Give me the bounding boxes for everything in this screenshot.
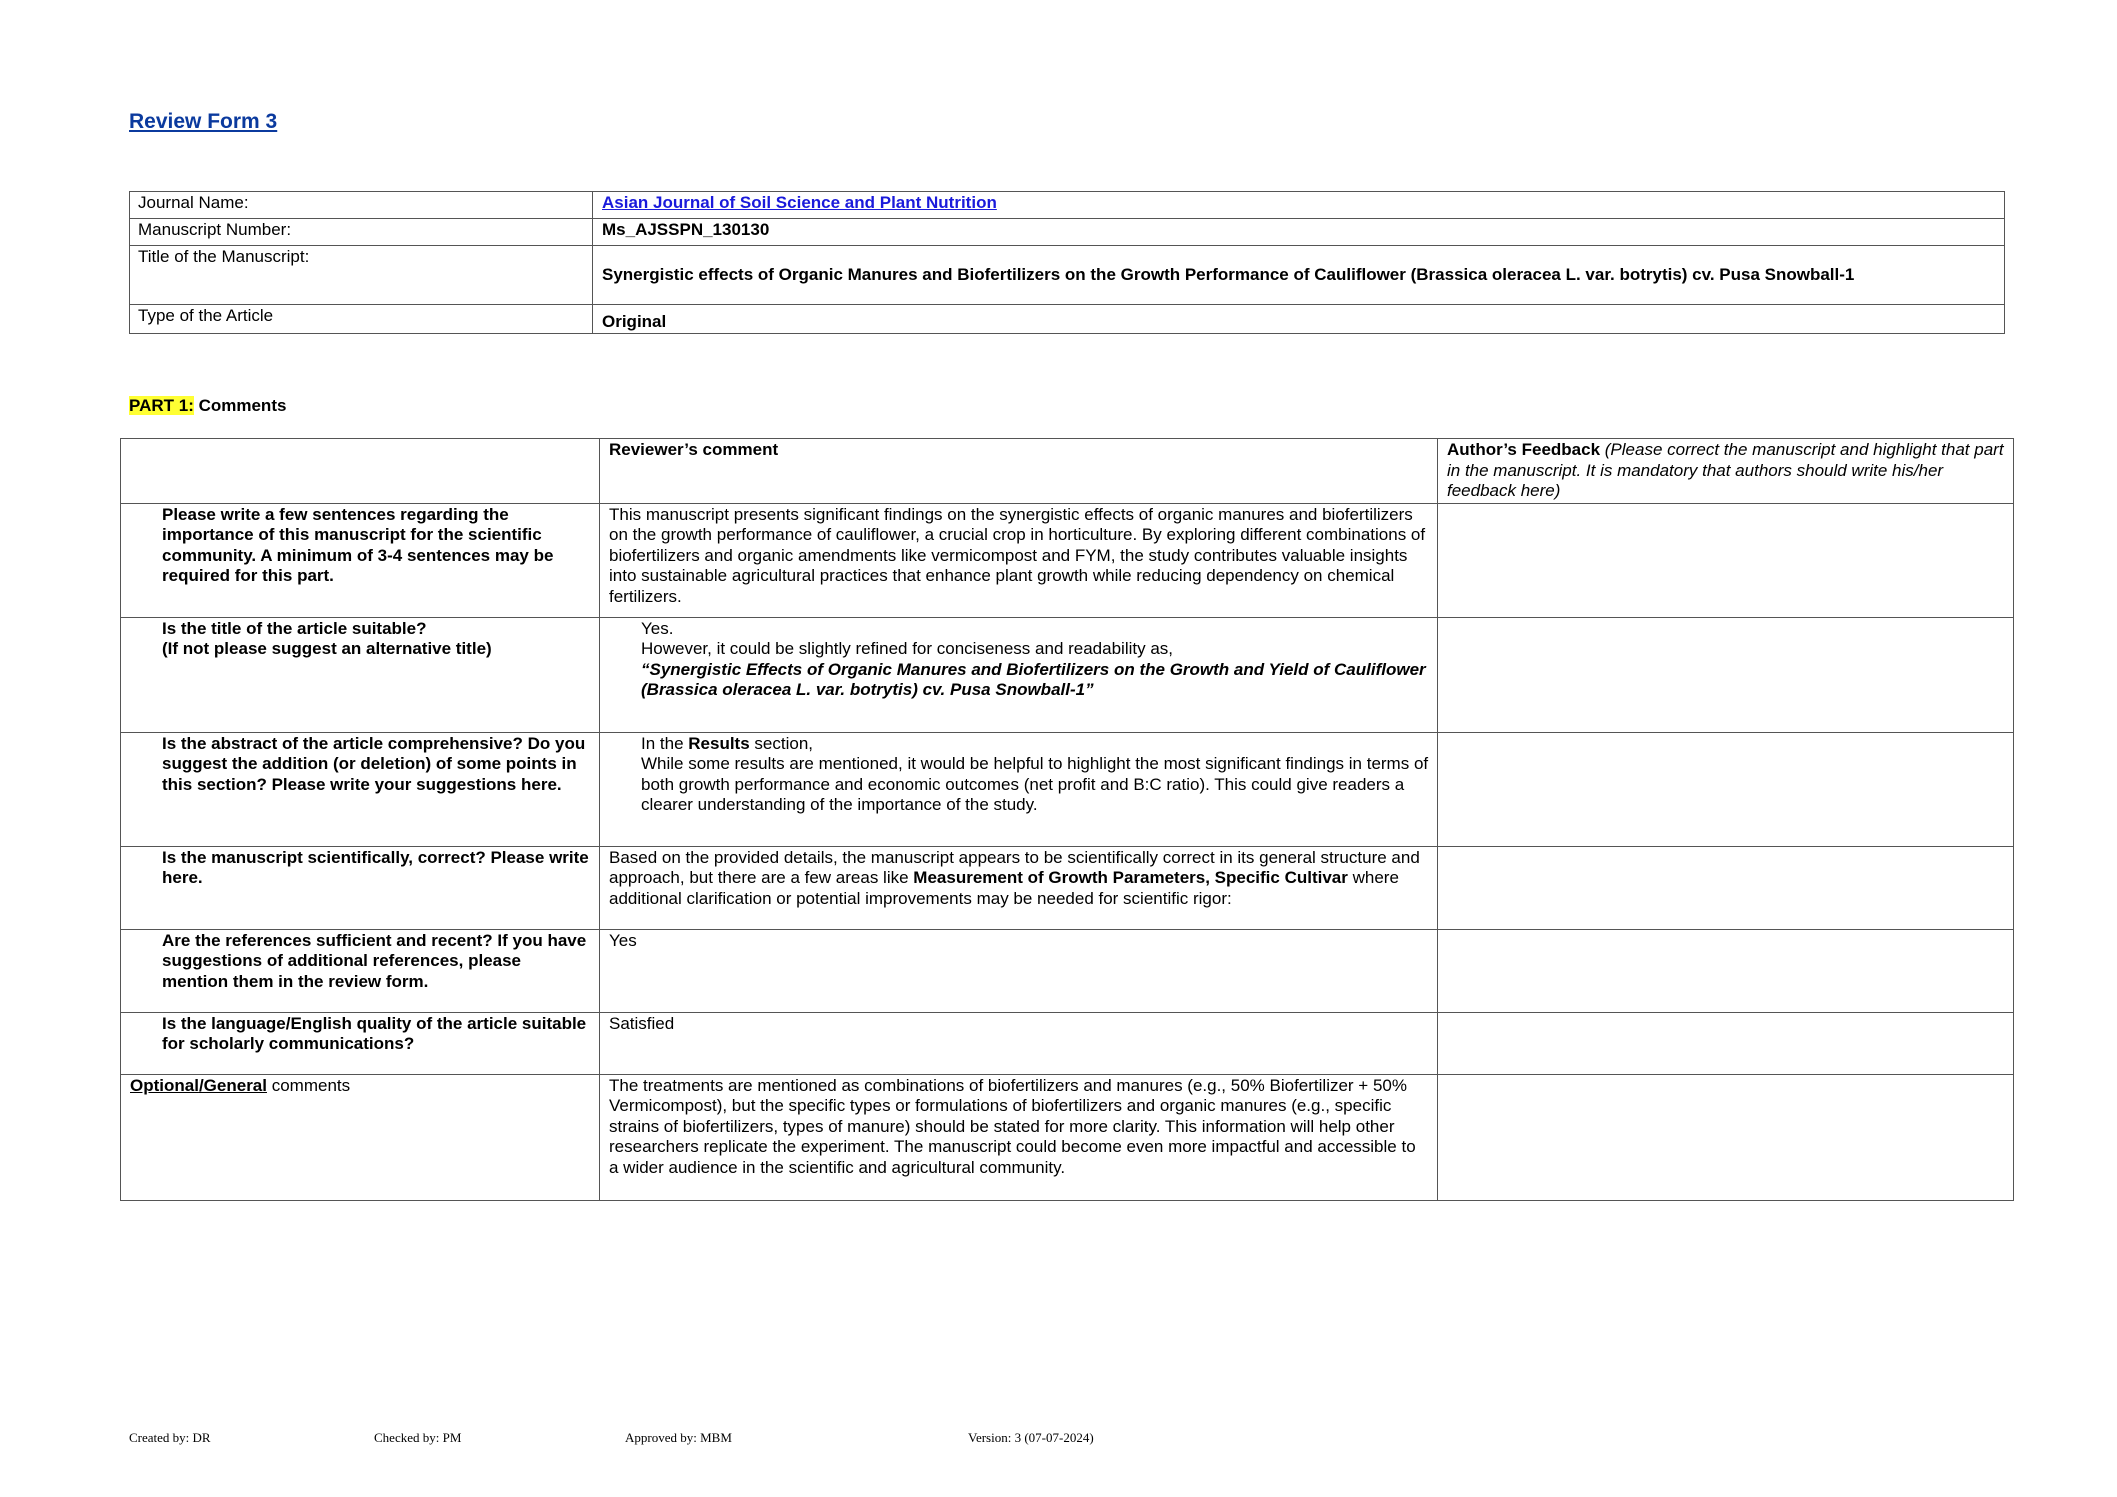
question-optional: Optional/General comments: [121, 1074, 600, 1200]
comment-scientific: Based on the provided details, the manuscript appears to be scientifically correct in its general structure and approach, but there are a few areas like Measurement of Growth Parameters, Specific Cultivar where additional clarification or potential improvements may be needed for scientific rigor:: [600, 846, 1438, 929]
manuscript-title-label: Title of the Manuscript:: [130, 246, 593, 305]
table-row: [121, 732, 2014, 846]
author-feedback-header: Author’s Feedback (Please correct the manuscript and highlight that part in the manuscript. It is mandatory that authors should write his/her feedback here): [1438, 439, 2014, 504]
table-row: [121, 503, 2014, 617]
table-row: [121, 846, 2014, 929]
question-title: Is the title of the article suitable? (If not please suggest an alternative title): [121, 617, 600, 732]
comment-importance: This manuscript presents significant findings on the synergistic effects of organic manures and biofertilizers on the growth performance of cauliflower, a crucial crop in horticulture. By exploring different combinations of biofertilizers and organic amendments like vermicompost and FYM, the study contributes valuable insights into sustainable agricultural practices that enhance plant growth while reducing dependency on chemical fertilizers.: [600, 503, 1438, 617]
journal-link[interactable]: Asian Journal of Soil Science and Plant Nutrition: [602, 193, 997, 212]
comments-table: [120, 438, 2014, 1201]
part1-highlight: PART 1:: [129, 396, 194, 415]
question-importance: Please write a few sentences regarding the importance of this manuscript for the scientific community. A minimum of 3-4 sentences may be required for this part.: [121, 503, 600, 617]
question-scientific: Is the manuscript scientifically, correct? Please write here.: [121, 846, 600, 929]
journal-label: Journal Name:: [130, 192, 593, 219]
article-type-value: Original: [593, 305, 2005, 334]
part1-label: Comments: [193, 396, 287, 415]
question-abstract: Is the abstract of the article comprehensive? Do you suggest the addition (or deletion) of some points in this section? Please write your suggestions here.: [121, 732, 600, 846]
author-feedback-cell[interactable]: [1438, 617, 2014, 732]
reviewer-comment-header: Reviewer’s comment: [600, 439, 1438, 504]
manuscript-info-table: [129, 191, 2005, 334]
footer-approved: Approved by: MBM: [625, 1430, 732, 1445]
author-feedback-cell[interactable]: [1438, 846, 2014, 929]
footer-created: Created by: DR: [129, 1430, 211, 1445]
table-row: [121, 929, 2014, 1012]
table-row: [121, 617, 2014, 732]
comment-title: Yes. However, it could be slightly refined for conciseness and readability as, “Synergistic Effects of Organic Manures and Biofertilizers on the Growth and Yield of Cauliflower (Brassica oleracea L. var. botrytis) cv. Pusa Snowball-1”: [600, 617, 1438, 732]
comment-abstract: In the Results section, While some results are mentioned, it would be helpful to highlight the most significant findings in terms of both growth performance and economic outcomes (net profit and B:C ratio). This could give readers a clearer understanding of the importance of the study.: [600, 732, 1438, 846]
footer-checked: Checked by: PM: [374, 1430, 462, 1445]
manuscript-number-label: Manuscript Number:: [130, 219, 593, 246]
footer-version: Version: 3 (07-07-2024): [968, 1430, 1094, 1445]
author-feedback-cell[interactable]: [1438, 732, 2014, 846]
author-feedback-cell[interactable]: [1438, 1012, 2014, 1074]
question-references: Are the references sufficient and recent? If you have suggestions of additional references, please mention them in the review form.: [121, 929, 600, 1012]
page-title[interactable]: Review Form 3: [129, 110, 278, 133]
article-type-label: Type of the Article: [130, 305, 593, 334]
comment-language: Satisfied: [600, 1012, 1438, 1074]
question-language: Is the language/English quality of the article suitable for scholarly communications?: [121, 1012, 600, 1074]
author-feedback-cell[interactable]: [1438, 1074, 2014, 1200]
table-row: [121, 1074, 2014, 1200]
manuscript-number-value: Ms_AJSSPN_130130: [593, 219, 2005, 246]
author-feedback-cell[interactable]: [1438, 503, 2014, 617]
manuscript-title-value: Synergistic effects of Organic Manures and Biofertilizers on the Growth Performance of Cauliflower (Brassica oleracea L. var. botrytis) cv. Pusa Snowball-1: [593, 246, 2005, 305]
comment-references: Yes: [600, 929, 1438, 1012]
comment-optional: The treatments are mentioned as combinations of biofertilizers and manures (e.g., 50% Biofertilizer + 50% Vermicompost), but the specific types or formulations of biofertilizers and organic manures (e.g., specific strains of biofertilizers, types of manure) should be stated for more clarity. This information will help other researchers replicate the experiment. The manuscript could become even more impactful and accessible to a wider audience in the scientific and agricultural community.: [600, 1074, 1438, 1200]
part1-heading: [129, 396, 286, 417]
author-feedback-cell[interactable]: [1438, 929, 2014, 1012]
table-row: [121, 1012, 2014, 1074]
